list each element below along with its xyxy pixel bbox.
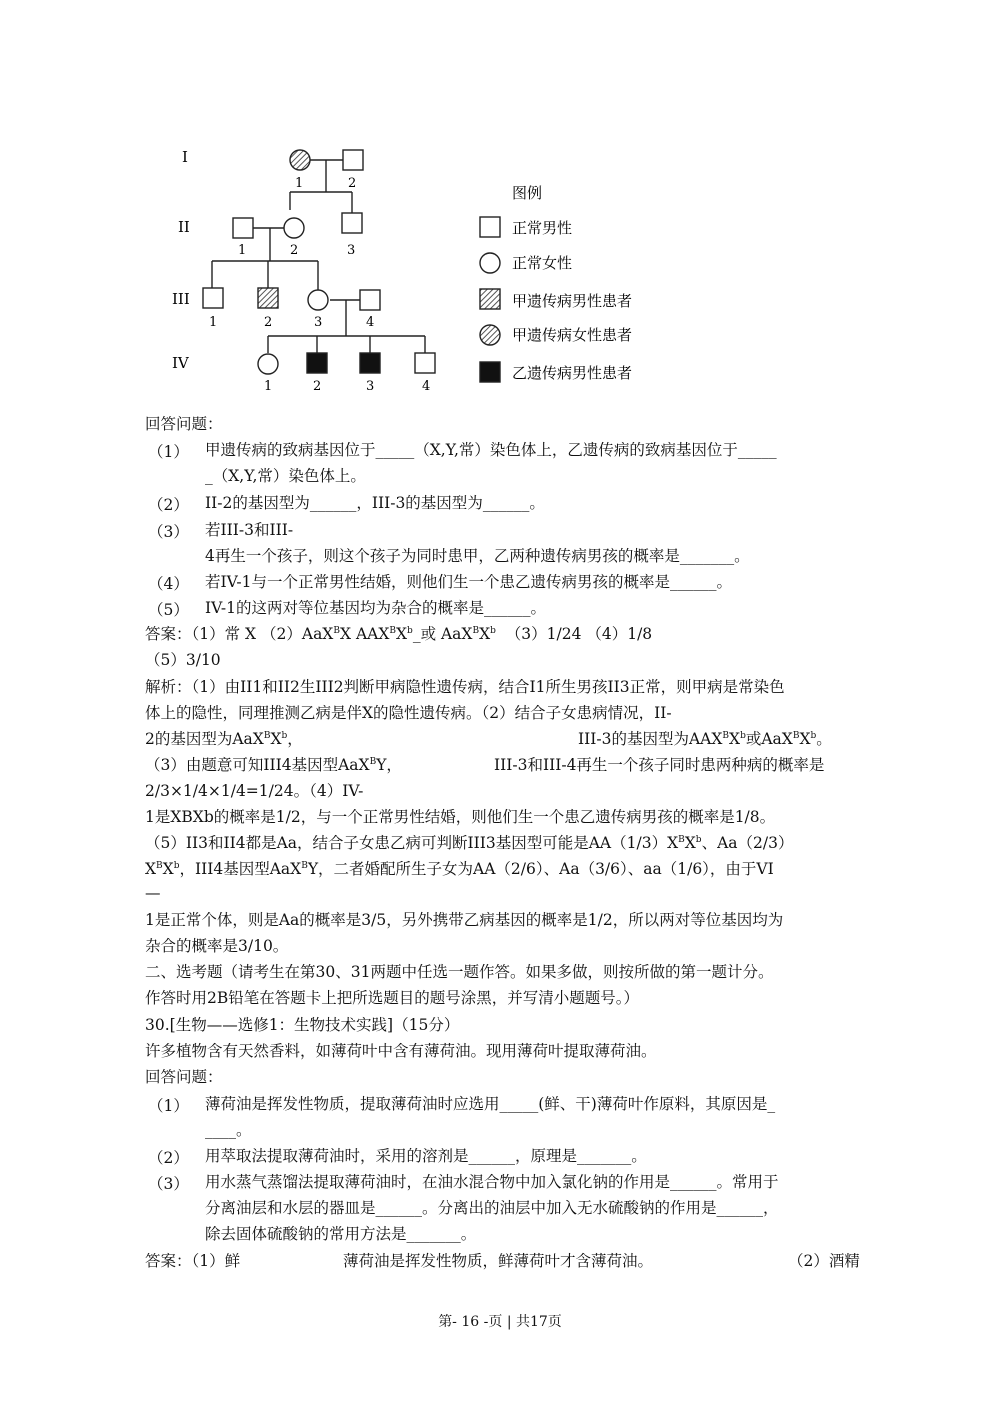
label-III-1: 1 bbox=[209, 315, 218, 330]
explanation-line-10: 1是正常个体，则是Aa的概率是3/5，另外携带乙病基因的概率是1/2，所以两对等位基因均为 bbox=[145, 911, 784, 929]
s2-q3-line1: 用水蒸气蒸馏法提取薄荷油时，在油水混合物中加入氯化钠的作用是______。常用于 bbox=[205, 1173, 779, 1191]
sup: b bbox=[695, 835, 702, 845]
sup: B bbox=[472, 626, 480, 636]
exp-part: ， bbox=[287, 730, 303, 748]
s2-q1-line2: ____。 bbox=[205, 1121, 252, 1139]
section2-title: 30.[生物——选修1：生物技术实践]（15分） bbox=[145, 1016, 460, 1034]
q1-item-3-line1: 若III-3和III- bbox=[205, 521, 294, 539]
q1-item-3-line2: 4再生一个孩子，则这个孩子为同时患甲，乙两种遗传病男孩的概率是_______。 bbox=[205, 547, 750, 565]
gen-label-III: III bbox=[172, 290, 190, 308]
exp-part: X bbox=[799, 730, 811, 748]
individual-II-1 bbox=[233, 218, 253, 238]
label-III-3: 3 bbox=[314, 315, 323, 330]
individual-III-1 bbox=[203, 288, 223, 308]
label-IV-4: 4 bbox=[422, 379, 431, 394]
label-IV-3: 3 bbox=[366, 379, 375, 394]
legend-normal-male: 正常男性 bbox=[512, 219, 573, 237]
answer-line-1 bbox=[145, 624, 652, 644]
exp-part: 或AaX bbox=[745, 730, 793, 748]
exp-part: Y，二者婚配所生子女为AA（2/6）、Aa（3/6）、aa（1/6），由于VI bbox=[307, 860, 774, 878]
ans-part: _或 AaX bbox=[412, 625, 473, 643]
sup: b bbox=[490, 626, 496, 636]
section2-line-1: 二、选考题（请考生在第30、31两题中任选一题作答。如果多做，则按所做的第一题计分。 bbox=[145, 963, 774, 981]
exp-part: X bbox=[270, 730, 282, 748]
s2-number-3: （3） bbox=[148, 1175, 189, 1193]
individual-I-2 bbox=[343, 150, 363, 170]
pedigree-chart bbox=[150, 128, 710, 410]
q1-number-5: （5） bbox=[148, 601, 189, 619]
individual-III-4 bbox=[360, 290, 380, 310]
explanation-line-4b: III-3和III-4再生一个孩子同时患两种病的概率是 bbox=[494, 756, 825, 774]
individual-III-2 bbox=[258, 288, 278, 308]
exp-part: X bbox=[162, 860, 174, 878]
label-III-4: 4 bbox=[366, 315, 375, 330]
explanation-line-4a bbox=[145, 755, 402, 775]
sup: B bbox=[369, 757, 377, 767]
q1-item-2: II-2的基因型为______，III-3的基因型为______。 bbox=[205, 494, 545, 512]
individual-IV-3 bbox=[360, 353, 380, 373]
answer-label: 答案： bbox=[145, 625, 192, 643]
s2-q3-line3: 除去固体硫酸钠的常用方法是_______。 bbox=[205, 1225, 477, 1243]
q1-item-1-line1: 甲遗传病的致病基因位于_____（X,Y,常）染色体上，乙遗传病的致病基因位于_____ bbox=[205, 441, 777, 459]
label-II-2: 2 bbox=[290, 243, 299, 258]
label-II-1: 1 bbox=[238, 243, 247, 258]
exp-part: 、Aa（2/3） bbox=[701, 834, 794, 852]
s2-q3-line2: 分离油层和水层的器皿是______。分离出的油层中加入无水硫酸钠的作用是______， bbox=[205, 1199, 779, 1217]
s2-answer-right: （2）酒精 bbox=[788, 1252, 860, 1270]
label-II-3: 3 bbox=[347, 243, 356, 258]
sup: B bbox=[156, 861, 163, 871]
s2-answer-mid: 薄荷油是挥发性物质，鲜薄荷叶才含薄荷油。 bbox=[343, 1252, 654, 1270]
legend-a-female: 甲遗传病女性患者 bbox=[512, 326, 633, 344]
exp-part: （5）II3和II4都是Aa，结合子女患乙病可判断III3基因型可能是AA（1/3）X bbox=[145, 834, 679, 852]
explanation-line-11: 杂合的概率是3/10。 bbox=[145, 937, 289, 955]
sup: B bbox=[333, 626, 340, 636]
explanation-line-6: 1是XBXb的概率是1/2，与一个正常男性结婚，则他们生一个患乙遗传病男孩的概率是1/8。 bbox=[145, 808, 776, 826]
sup: B bbox=[389, 626, 396, 636]
exp-part: X bbox=[729, 730, 741, 748]
ans-part: X AAX bbox=[339, 625, 390, 643]
individual-I-1 bbox=[290, 150, 310, 170]
s2-number-2: （2） bbox=[148, 1149, 189, 1167]
ans-part: （3）1/24 （4）1/8 bbox=[505, 625, 653, 643]
q1-number-4: （4） bbox=[148, 575, 189, 593]
legend-title: 图例 bbox=[512, 184, 543, 202]
exp-part: III-3的基因型为AAX bbox=[578, 730, 723, 748]
exp-part: Y， bbox=[376, 756, 402, 774]
exp-part: ，III4基因型AaX bbox=[179, 860, 302, 878]
s2-q1-line1: 薄荷油是挥发性物质，提取薄荷油时应选用_____(鲜、干)薄荷叶作原料，其原因是_ bbox=[205, 1095, 776, 1113]
individual-IV-1 bbox=[258, 354, 278, 374]
q1-number-3: （3） bbox=[148, 523, 189, 541]
legend-symbol-a-male bbox=[480, 289, 500, 309]
page-footer: 第- 16 -页 | 共17页 bbox=[438, 1314, 562, 1330]
sup: B bbox=[678, 835, 685, 845]
legend-symbol-normal-male bbox=[480, 217, 500, 237]
q1-item-5: IV-1的这两对等位基因均为杂合的概率是______。 bbox=[205, 599, 546, 617]
s2-q2: 用萃取法提取薄荷油时，采用的溶剂是______，原理是_______。 bbox=[205, 1147, 647, 1165]
exp-part: （3）由题意可知III4基因型AaX bbox=[145, 756, 370, 774]
label-III-2: 2 bbox=[264, 315, 273, 330]
q1-item-4: 若IV-1与一个正常男性结婚，则他们生一个患乙遗传病男孩的概率是______。 bbox=[205, 573, 732, 591]
q1-number-2: （2） bbox=[148, 496, 189, 514]
sup: b bbox=[740, 731, 746, 741]
exp-part: 。 bbox=[816, 730, 832, 748]
explanation-line-8 bbox=[145, 859, 774, 879]
exp-part: X bbox=[684, 834, 696, 852]
s2-answer-label: 答案：（1）鲜 bbox=[145, 1252, 241, 1270]
ans-part: X bbox=[479, 625, 491, 643]
section2-line-2: 作答时用2B铅笔在答题卡上把所选题目的题号涂黑，并写清小题题号。） bbox=[145, 989, 640, 1007]
legend-symbol-b-male bbox=[480, 362, 500, 382]
legend-symbol-normal-female bbox=[480, 253, 500, 273]
sup: B bbox=[792, 731, 800, 741]
individual-III-3 bbox=[308, 290, 328, 310]
individual-II-2 bbox=[284, 218, 304, 238]
label-IV-1: 1 bbox=[264, 379, 273, 394]
s2-number-1: （1） bbox=[148, 1097, 189, 1115]
sup: B bbox=[301, 861, 308, 871]
explanation-line-7 bbox=[145, 833, 793, 853]
explanation-line-9: — bbox=[145, 884, 161, 902]
individual-IV-4 bbox=[415, 353, 435, 373]
label-IV-2: 2 bbox=[313, 379, 322, 394]
label-I-1: 1 bbox=[295, 176, 304, 191]
section2-intro: 许多植物含有天然香料，如薄荷叶中含有薄荷油。现用薄荷叶提取薄荷油。 bbox=[145, 1042, 657, 1060]
gen-label-IV: IV bbox=[172, 354, 189, 372]
q1-number-1: （1） bbox=[148, 443, 189, 461]
legend-b-male: 乙遗传病男性患者 bbox=[512, 364, 633, 382]
individual-II-3 bbox=[342, 213, 362, 233]
legend-a-male: 甲遗传病男性患者 bbox=[512, 292, 633, 310]
exp-part: X bbox=[145, 860, 157, 878]
legend-normal-female: 正常女性 bbox=[512, 254, 573, 272]
ans-part: X bbox=[396, 625, 408, 643]
sup: b bbox=[173, 861, 180, 871]
sup: b bbox=[810, 731, 817, 741]
q1-item-1-line2: _（X,Y,常）染色体上。 bbox=[205, 467, 366, 485]
label-I-2: 2 bbox=[348, 176, 357, 191]
questions-intro: 回答问题： bbox=[145, 415, 223, 433]
explanation-line-1: 解析：（1）由II1和II2生III2判断甲病隐性遗传病，结合I1所生男孩II3正常，则甲病是常染色 bbox=[145, 678, 785, 696]
explanation-line-3b bbox=[578, 729, 832, 749]
explanation-line-5: 2/3×1/4×1/4=1/24。（4）IV- bbox=[145, 782, 364, 800]
gen-label-I: I bbox=[182, 148, 188, 166]
explanation-line-2: 体上的隐性，同理推测乙病是伴X的隐性遗传病。（2）结合子女患病情况，II- bbox=[145, 704, 672, 722]
section2-prompt: 回答问题： bbox=[145, 1068, 223, 1086]
sup: b bbox=[281, 731, 288, 741]
answer-line-2: （5）3/10 bbox=[145, 651, 221, 669]
sup: B bbox=[722, 731, 730, 741]
gen-label-II: II bbox=[178, 218, 190, 236]
legend-symbol-a-female bbox=[480, 325, 500, 345]
ans-part: （1）常 X （2）AaX bbox=[191, 625, 334, 643]
individual-IV-2 bbox=[307, 353, 327, 373]
explanation-line-3a bbox=[145, 729, 303, 749]
sup: b bbox=[407, 626, 413, 636]
exp-part: 2的基因型为AaX bbox=[145, 730, 264, 748]
sup: B bbox=[263, 731, 271, 741]
